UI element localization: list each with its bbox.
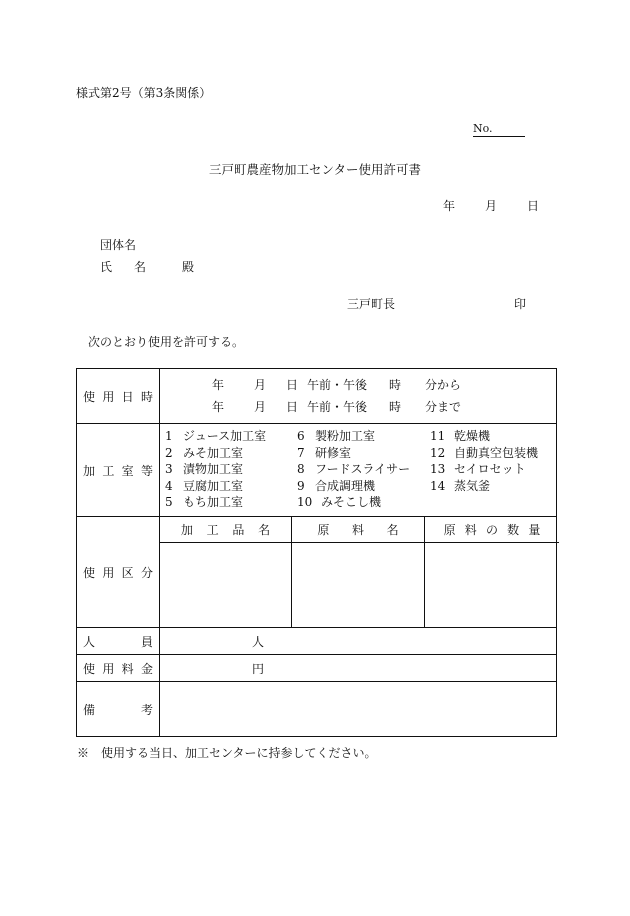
- form-number: 様式第2号（第3条関係）: [76, 86, 212, 100]
- product-name-column: [160, 517, 292, 627]
- people-unit: 人: [252, 635, 265, 649]
- room-item[interactable]: 12 自動真空包装機: [430, 445, 539, 460]
- remarks-row: [77, 682, 557, 737]
- usage-category-label: 使 用 区 分: [77, 517, 160, 628]
- room-item[interactable]: 6 製粉加工室: [297, 429, 376, 443]
- room-item[interactable]: 13 セイロセット: [430, 462, 526, 476]
- fee-input[interactable]: [160, 655, 557, 682]
- rooms-label: 加 工 室 等: [77, 424, 160, 517]
- people-label: 人 員: [77, 628, 160, 655]
- seal-mark: 印: [514, 297, 527, 311]
- room-item[interactable]: 8 フードスライサー: [297, 462, 411, 476]
- fee-row: [77, 655, 557, 682]
- room-item[interactable]: 9 合成調理機: [297, 478, 376, 493]
- document-number-field[interactable]: No.: [473, 122, 525, 137]
- material-quantity-header: 原 料 の 数 量: [425, 517, 559, 543]
- rooms-row: [77, 424, 557, 517]
- product-name-input[interactable]: [160, 543, 291, 627]
- remarks-input[interactable]: [160, 682, 557, 737]
- material-name-header: 原 料 名: [292, 517, 424, 543]
- time-from-line: 年 月 日 午前・午後 時 分から: [212, 378, 462, 392]
- people-row: [77, 628, 557, 655]
- intro-text: 次のとおり使用を許可する。: [88, 335, 245, 349]
- honorific: 殿: [182, 260, 195, 274]
- rooms-list: [160, 424, 557, 517]
- usage-category-grid: [160, 517, 557, 628]
- room-item[interactable]: 3 漬物加工室: [165, 462, 244, 476]
- room-item[interactable]: 4 豆腐加工室: [165, 478, 244, 493]
- fee-unit: 円: [252, 662, 265, 676]
- date-day: 日: [527, 199, 540, 213]
- time-to-line: 年 月 日 午前・午後 時 分まで: [212, 400, 462, 414]
- date-month: 月: [485, 199, 498, 213]
- permit-table: [76, 368, 557, 737]
- issuer-title: 三戸町長: [347, 297, 396, 311]
- footnote: ※ 使用する当日、加工センターに持参してください。: [77, 746, 377, 760]
- document-title: 三戸町農産物加工センター使用許可書: [208, 162, 421, 177]
- fee-label: 使 用 料 金: [77, 655, 160, 682]
- room-item[interactable]: 10 みそこし機: [297, 495, 382, 509]
- usage-category-row: [77, 517, 557, 628]
- usage-time-value[interactable]: [160, 369, 557, 424]
- material-name-column: [292, 517, 425, 627]
- material-quantity-input[interactable]: [425, 543, 559, 627]
- issue-date: [443, 197, 539, 214]
- room-item[interactable]: 14 蒸気釜: [430, 478, 491, 493]
- remarks-label: 備 考: [77, 682, 160, 737]
- product-name-header: 加 工 品 名: [160, 517, 291, 543]
- room-item[interactable]: 7 研修室: [297, 445, 352, 460]
- room-item[interactable]: 11 乾燥機: [430, 429, 491, 443]
- org-name-label: 団体名: [100, 238, 137, 252]
- date-year: 年: [443, 199, 456, 213]
- room-item[interactable]: 5 もち加工室: [165, 495, 244, 509]
- usage-time-row: [77, 369, 557, 424]
- usage-time-label: 使 用 日 時: [77, 369, 160, 424]
- person-name-label: 氏 名: [100, 260, 147, 274]
- people-input[interactable]: [160, 628, 557, 655]
- room-item[interactable]: 2 みそ加工室: [165, 445, 244, 460]
- room-item-empty: [430, 494, 560, 511]
- material-quantity-column: [425, 517, 559, 627]
- material-name-input[interactable]: [292, 543, 424, 627]
- room-item[interactable]: 1 ジュース加工室: [165, 429, 267, 443]
